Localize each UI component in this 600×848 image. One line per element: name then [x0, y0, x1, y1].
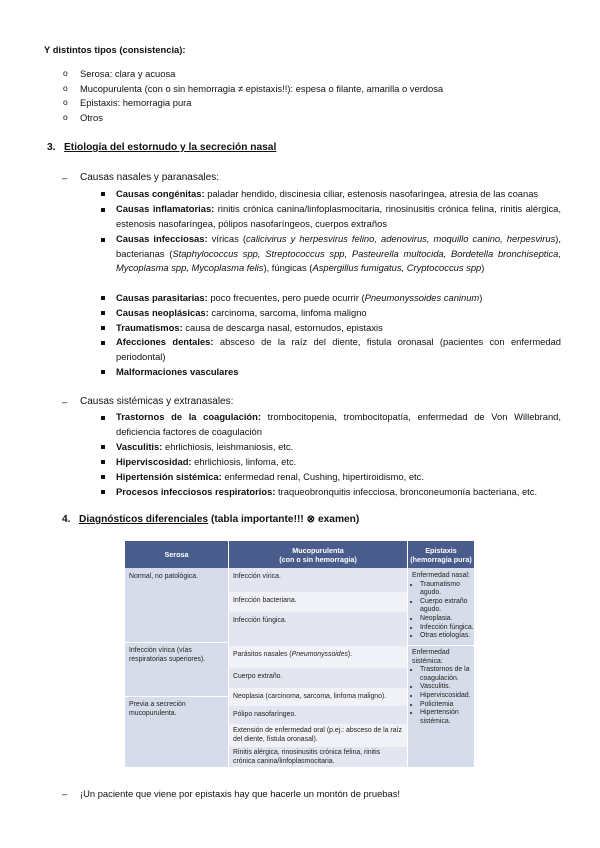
serosa-cell: Infección vírica (vías respiratorias superiores). [129, 647, 206, 663]
square-bullet [101, 490, 105, 494]
muco-cell: Extensión de enfermedad oral (p.ej.: absceso de la raíz del diente, fístula oronasal). [228, 724, 408, 747]
epistaxis-item: • Cuerpo extraño agudo. [420, 598, 474, 615]
section3-number: 3. [47, 142, 56, 153]
item-hiperviscosidad: Hiperviscosidad: ehrlichiosis, linfoma, etc. [116, 456, 297, 467]
item-coagulacion: Trastornos de la coagulación: trombocitopenia, trombocitopatía, enfermedad de Von Willebrand, deficiencia factores de coagulación [116, 411, 562, 437]
epistaxis-item: • Infección fúngica. [420, 624, 474, 633]
muco-cell: Infección fúngica. [228, 612, 408, 646]
muco-cell: Cuerpo extraño. [228, 668, 408, 688]
square-bullet [101, 416, 105, 420]
item-inflamatorias: Causas inflamatorias: rinitis crónica canina/linfoplasmocitaria, rinosinusitis crónica felina, rinitis alérgica, estenosis nasofaríngea, pólipos nasofaríngeos, cuerpos extraños [116, 203, 562, 229]
muco-cell: Infección vírica. [228, 568, 408, 592]
types-heading: Y distintos tipos (consistencia): [44, 44, 186, 55]
epistaxis-column [408, 568, 474, 767]
item-neoplasicas: Causas neoplásicas: carcinoma, sarcoma, linfoma maligno [116, 307, 367, 318]
row-divider [125, 642, 228, 643]
serosa-cell: Previa a secreción mucopurulenta. [129, 701, 186, 717]
item-infecciosas: Causas infecciosas: víricas (calicivirus y herpesvirus felino, adenovirus, moquillo canino, herpesvirus), bacterianas (Staphylococcus spp, Streptococcus spp, Pasteurella multocida, Bordetella bronchiseptica, Mycoplasma spp, Mycoplasma felis), fúngicas (Aspergillus fumigatus, Cryptococcus spp) [116, 233, 561, 274]
header-serosa: Serosa [125, 541, 228, 568]
square-bullet [101, 238, 105, 242]
square-bullet [101, 326, 105, 330]
systemic-causes-title: Causas sistémicas y extranasales: [80, 396, 234, 407]
type-serosa: Serosa: clara y acuosa [80, 68, 176, 79]
square-bullet [101, 445, 105, 449]
type-epistaxis: Epistaxis: hemorragia pura [80, 97, 192, 108]
square-bullet [101, 311, 105, 315]
dash-bullet: – [62, 788, 68, 799]
item-hipertension: Hipertensión sistémica: enfermedad renal, Cushing, hipertiroidismo, etc. [116, 471, 424, 482]
row-divider [408, 645, 474, 646]
epistaxis-nasal: Enfermedad nasal: • Traumatismo agudo. • Cuerpo extraño agudo. • Neoplasia. • Infección fúngica. • Otras etiologías. [412, 572, 474, 641]
square-bullet [101, 208, 105, 212]
item-congenitas: Causas congénitas: paladar hendido, discinesia ciliar, estenosis nasofaríngea, atresia de las coanas [116, 188, 539, 199]
item-traumatismos: Traumatismos: causa de descarga nasal, estornudos, epistaxis [116, 322, 383, 333]
muco-cell: Infección bacteriana. [228, 592, 408, 612]
nasal-causes-title: Causas nasales y paranasales: [80, 172, 219, 183]
item-parasitarias: Causas parasitarias: poco frecuentes, pero puede ocurrir (Pneumonyssoides caninum) [116, 292, 483, 303]
bullet-circle: o [63, 83, 68, 93]
column-divider [228, 541, 229, 767]
item-vasculitis: Vasculitis: ehrlichiosis, leishmaniosis, etc. [116, 441, 294, 452]
epistaxis-item: • Otras etiologías. [420, 632, 474, 641]
bullet-circle: o [63, 97, 68, 107]
section4-number: 4. [62, 514, 71, 525]
differential-diagnosis-table [125, 541, 474, 767]
section4-heading: Diagnósticos diferenciales (tabla importante!!! ⊗ examen) [79, 514, 360, 525]
epistaxis-item: • Hiperviscosidad. [420, 692, 474, 701]
epistaxis-item: • Vasculitis. [420, 683, 474, 692]
item-dentales: Afecciones dentales: absceso de la raíz del diente, fistula oronasal (pacientes con enfermedad periodontal) [116, 336, 561, 362]
bullet-circle: o [63, 112, 68, 122]
square-bullet [101, 341, 105, 345]
dash-bullet: – [62, 396, 68, 407]
square-bullet [101, 192, 105, 196]
epistaxis-item: • Neoplasia. [420, 615, 474, 624]
muco-cell: Pólipo nasofaríngeo. [228, 706, 408, 724]
section3-title: Etiología del estornudo y la secreción nasal [64, 142, 277, 153]
muco-cell: Parásitos nasales (Pneumonyssoides). [228, 646, 408, 668]
header-mucopurulenta: Mucopurulenta (con o sin hemorragia) [228, 541, 408, 568]
epistaxis-systemic: Enfermedad sistémica: • Trastornos de la coagulación. • Vasculitis. • Hiperviscosidad. • Policitemia • Hipertensión sistémica. [412, 649, 474, 726]
row-divider [125, 696, 228, 697]
epistaxis-item: • Policitemia [420, 701, 474, 710]
muco-cell: Rinitis alérgica, rinosinusitis crónica felina, rinitis crónica canina/linfoplasmocitaria. [228, 747, 408, 767]
serosa-column [125, 568, 228, 767]
item-respiratorios: Procesos infecciosos respiratorios: traqueobronquitis infecciosa, bronconeumonía bacteriana, etc. [116, 486, 538, 497]
dash-bullet: – [62, 172, 68, 183]
square-bullet [101, 296, 105, 300]
header-epistaxis: Epistaxis (hemorragia pura) [408, 541, 474, 568]
type-otros: Otros [80, 112, 103, 123]
item-malformaciones: Malformaciones vasculares [116, 366, 239, 377]
square-bullet [101, 460, 105, 464]
bullet-circle: o [63, 68, 68, 78]
square-bullet [101, 475, 105, 479]
serosa-cell: Normal, no patológica. [129, 573, 198, 580]
column-divider [407, 541, 408, 767]
muco-cell: Neoplasia (carcinoma, sarcoma, linfoma maligno). [228, 688, 408, 706]
footer-note: ¡Un paciente que viene por epistaxis hay que hacerle un montón de pruebas! [80, 788, 400, 799]
square-bullet [101, 370, 105, 374]
epistaxis-item: • Hipertensión sistémica. [420, 709, 474, 726]
epistaxis-item: • Trastornos de la coagulación. [420, 666, 474, 683]
type-mucopurulenta: Mucopurulenta (con o sin hemorragia ≠ epistaxis!!): espesa o filante, amarilla o verdosa [80, 83, 444, 94]
epistaxis-item: • Traumatismo agudo. [420, 581, 474, 598]
